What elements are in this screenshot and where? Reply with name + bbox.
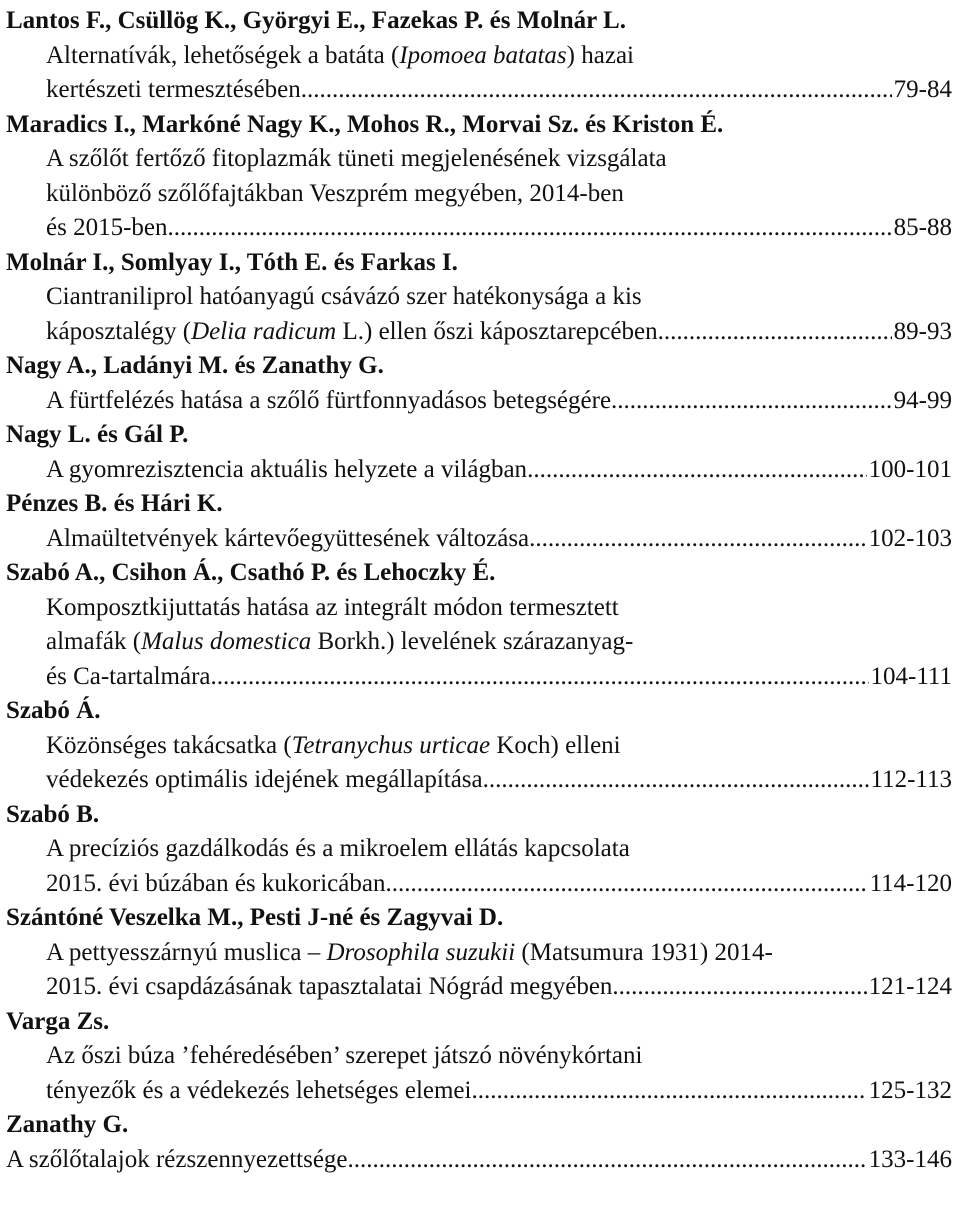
page-range: 94-99	[893, 386, 952, 414]
title-segment: A gyomrezisztencia aktuális helyzete a világban	[46, 455, 528, 483]
entry-title-last-line	[6, 453, 952, 488]
entry-title-text	[46, 939, 773, 966]
entry-authors: Szántóné Veszelka M., Pesti J-né és Zagyvai D.	[6, 904, 504, 931]
toc-entry	[6, 487, 952, 556]
toc-entry	[6, 418, 952, 487]
title-segment: Komposztkijuttatás hatása az integrált módon termesztett	[46, 593, 619, 621]
entry-title-text	[46, 522, 529, 557]
entry-title-text	[46, 970, 612, 1005]
dot-leader	[211, 660, 869, 695]
title-segment: 2015. évi csapdázásának tapasztalatai Nógrád megyében	[46, 973, 613, 1000]
entry-title-last-line	[6, 73, 952, 108]
toc-entry	[6, 246, 952, 350]
entry-title-last-line	[6, 384, 952, 419]
title-segment: A szőlőtalajok rézszennyezettsége	[6, 1145, 348, 1173]
toc-entry	[6, 901, 952, 1005]
page-range: 89-93	[893, 317, 952, 345]
toc-entry	[6, 694, 952, 798]
title-segment: káposztalégy (	[46, 317, 192, 345]
entry-title-line	[6, 142, 952, 177]
title-segment: A precíziós gazdálkodás és a mikroelem ellátás kapcsolata	[46, 835, 630, 862]
entry-title-last-line	[6, 1143, 952, 1178]
title-segment: kertészeti termesztésében	[46, 76, 301, 103]
entry-title-text	[46, 73, 301, 108]
page-range: 114-120	[869, 869, 952, 897]
entry-title-line	[6, 280, 952, 315]
title-segment: Almaültetvények kártevőegyüttesének változása	[46, 524, 530, 552]
dot-leader	[301, 73, 892, 108]
entry-authors: Maradics I., Markóné Nagy K., Mohos R., Morvai Sz. és Kriston É.	[6, 110, 724, 138]
entry-title-text	[46, 835, 630, 862]
species-name: Delia radicum	[191, 317, 337, 345]
entry-title-text	[46, 1042, 642, 1069]
toc-entry	[6, 798, 952, 902]
entry-title-text	[46, 594, 619, 621]
dot-leader	[168, 211, 892, 246]
title-segment: Ciantraniliprol hatóanyagú csávázó szer hatékonysága a kis	[46, 283, 642, 310]
toc-entry	[6, 1108, 952, 1177]
entry-authors: Zanathy G.	[6, 1111, 129, 1138]
page-range: 125-132	[868, 1076, 952, 1104]
dot-leader	[612, 970, 866, 1005]
title-segment: (Matsumura 1931) 2014-	[515, 938, 773, 966]
entry-title-last-line	[6, 763, 952, 798]
entry-title-text	[46, 763, 483, 798]
entry-title-line	[6, 1039, 952, 1074]
entry-title-text	[46, 453, 527, 488]
title-segment: Alternatívák, lehetőségek a batáta (	[46, 41, 400, 69]
title-segment: Közönséges takácsatka (	[46, 731, 292, 759]
entry-authors: Pénzes B. és Hári K.	[6, 490, 223, 517]
toc-entry	[6, 349, 952, 418]
title-segment: A szőlőt fertőző fitoplazmák tüneti megjelenésének vizsgálata	[46, 145, 667, 172]
entry-title-last-line	[6, 660, 952, 695]
page-range: 100-101	[868, 455, 952, 483]
dot-leader	[348, 1143, 867, 1178]
entry-authors: Molnár I., Somlyay I., Tóth E. és Farkas I.	[6, 248, 458, 276]
title-segment: Koch) elleni	[490, 731, 621, 759]
dot-leader	[483, 763, 869, 798]
toc-entry	[6, 4, 952, 108]
entry-authors: Varga Zs.	[6, 1007, 110, 1035]
entry-title-last-line	[6, 522, 952, 557]
toc-entry	[6, 556, 952, 694]
title-segment: Az őszi búza ’fehéredésében’ szerepet játszó növénykórtani	[46, 1042, 643, 1069]
entry-title-last-line	[6, 867, 952, 902]
entry-title-text	[46, 628, 633, 655]
entry-title-text	[46, 732, 621, 759]
entry-title-text	[46, 315, 658, 350]
dot-leader	[658, 315, 892, 350]
entry-title-line	[6, 729, 952, 764]
entry-title-last-line	[6, 211, 952, 246]
species-name: Drosophila suzukii	[326, 938, 516, 966]
title-segment: almafák (	[46, 628, 142, 655]
entry-title-last-line	[6, 970, 952, 1005]
entry-authors: Lantos F., Csüllög K., Györgyi E., Fazekas P. és Molnár L.	[6, 7, 626, 34]
title-segment: Borkh.) levelének szárazanyag-	[311, 628, 634, 655]
title-segment: A fürtfelézés hatása a szőlő fürtfonnyadásos betegségére	[46, 386, 612, 414]
dot-leader	[385, 867, 867, 902]
toc-entry	[6, 108, 952, 246]
species-name: Ipomoea batatas	[399, 41, 567, 69]
dot-leader	[529, 522, 867, 557]
entry-title-text	[46, 660, 211, 695]
entry-authors: Szabó A., Csihon Á., Csathó P. és Lehoczky É.	[6, 559, 496, 586]
page-range: 85-88	[893, 214, 952, 241]
dot-leader	[471, 1074, 866, 1109]
entry-authors: Szabó Á.	[6, 697, 101, 724]
entry-title-last-line	[6, 1074, 952, 1109]
dot-leader	[611, 384, 892, 419]
toc-entry	[6, 1005, 952, 1109]
page-range: 133-146	[868, 1145, 952, 1173]
entry-title-text	[46, 42, 634, 69]
species-name: Tetranychus urticae	[291, 731, 491, 759]
entry-title-text	[6, 1143, 348, 1178]
page-range: 79-84	[893, 76, 952, 103]
entry-title-last-line	[6, 315, 952, 350]
title-segment: különböző szőlőfajtákban Veszprém megyében, 2014-ben	[46, 179, 624, 207]
entry-authors: Szabó B.	[6, 800, 100, 828]
entry-title-line	[6, 591, 952, 626]
entry-title-text	[46, 384, 611, 419]
title-segment: A pettyesszárnyú muslica –	[46, 938, 327, 966]
entry-title-line	[6, 177, 952, 212]
title-segment: L.) ellen őszi káposztarepcében	[336, 317, 658, 345]
dot-leader	[527, 453, 867, 488]
entry-title-text	[46, 180, 624, 207]
entry-title-text	[46, 211, 168, 246]
entry-title-text	[46, 867, 385, 902]
page-range: 102-103	[868, 524, 952, 552]
title-segment: 2015. évi búzában és kukoricában	[46, 869, 386, 897]
entry-title-line	[6, 39, 952, 74]
title-segment: és 2015-ben	[46, 214, 168, 241]
entry-authors: Nagy A., Ladányi M. és Zanathy G.	[6, 352, 384, 379]
entry-title-text	[46, 1074, 471, 1109]
entry-authors: Nagy L. és Gál P.	[6, 421, 189, 448]
entry-title-line	[6, 832, 952, 867]
entry-title-text	[46, 145, 667, 172]
entry-title-text	[46, 283, 642, 310]
title-segment: ) hazai	[566, 41, 634, 69]
page-range: 112-113	[870, 766, 952, 793]
page-range: 121-124	[868, 973, 952, 1000]
title-segment: és Ca-tartalmára	[46, 662, 211, 690]
title-segment: védekezés optimális idejének megállapítása	[46, 766, 483, 793]
species-name: Malus domestica	[141, 628, 312, 655]
entry-title-line	[6, 936, 952, 971]
page-range: 104-111	[870, 662, 952, 690]
entry-title-line	[6, 625, 952, 660]
title-segment: tényezők és a védekezés lehetséges elemei	[46, 1076, 472, 1104]
